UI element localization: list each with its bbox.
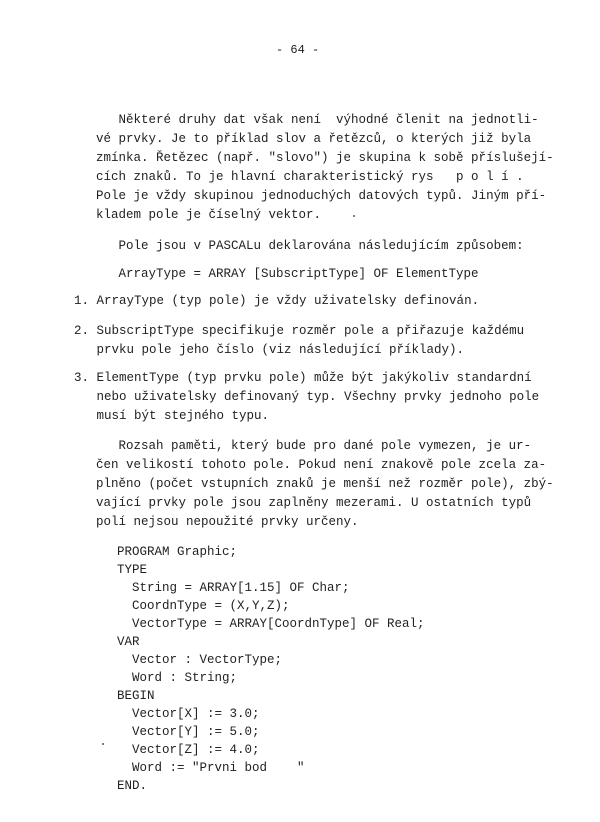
code-line-4: CoordnType = (X,Y,Z);: [117, 599, 290, 613]
code-line-8: Word : String;: [117, 671, 238, 685]
scan-speck: [102, 743, 104, 745]
code-line-5: VectorType = ARRAY[CoordnType] OF Real;: [117, 617, 425, 631]
paragraph1-line-4: cích znaků. To je hlavní charakteristický rys p o l í .: [96, 170, 524, 184]
code-line-1: PROGRAM Graphic;: [117, 545, 238, 559]
paragraph1-line-2: vé prvky. Je to příklad slov a řetězců, o kterých již byla: [96, 132, 532, 146]
paragraph1-line-6: kladem pole je číselný vektor.: [96, 208, 322, 222]
code-line-13: Word := "Prvni bod ": [117, 761, 305, 775]
paragraph1-line-5: Pole je vždy skupinou jednoduchých datových typů. Jiným pří-: [96, 189, 547, 203]
scan-speck: [353, 215, 355, 217]
paragraph1-line-3: zmínka. Řetězec (např. "slovo") je skupina k sobě příslušejí-: [96, 151, 554, 165]
paragraph2: Pole jsou v PASCALu deklarována následujícím způsobem:: [96, 239, 524, 253]
list-item-2-line-2: prvku pole jeho číslo (viz následující příklady).: [74, 343, 465, 357]
code-line-7: Vector : VectorType;: [117, 653, 283, 667]
list-item-3-line-2: nebo uživatelsky definovaný typ. Všechny prvky jednoho pole: [74, 390, 540, 404]
paragraph3-line-4: vající prvky pole jsou zaplněny mezerami. U ostatních typů: [96, 496, 532, 510]
code-line-3: String = ARRAY[1.15] OF Char;: [117, 581, 350, 595]
list-item-2-line-1: 2. SubscriptType specifikuje rozměr pole a přiřazuje každému: [74, 324, 525, 338]
list-item-3-line-1: 3. ElementType (typ prvku pole) může být jakýkoliv standardní: [74, 371, 532, 385]
code-line-2: TYPE: [117, 563, 148, 577]
code-line-9: BEGIN: [117, 689, 155, 703]
paragraph3-line-1: Rozsah paměti, který bude pro dané pole vymezen, je ur-: [96, 439, 532, 453]
page-number: - 64 -: [276, 43, 320, 57]
code-line-12: Vector[Z] := 4.0;: [117, 743, 260, 757]
list-item-3-line-3: musí být stejného typu.: [74, 409, 270, 423]
list-item-1: 1. ArrayType (typ pole) je vždy uživatelsky definován.: [74, 294, 480, 308]
paragraph1-line-1: Některé druhy dat však není výhodné členit na jednotli-: [96, 113, 539, 127]
paragraph3-line-5: polí nejsou nepoužité prvky určeny.: [96, 515, 359, 529]
code-line-6: VAR: [117, 635, 140, 649]
paragraph3-line-2: čen velikostí tohoto pole. Pokud není znakově pole zcela za-: [96, 458, 547, 472]
paragraph3-line-3: plněno (počet vstupních znaků je menší než rozměr pole), zbý-: [96, 477, 554, 491]
array-declaration: ArrayType = ARRAY [SubscriptType] OF ElementType: [96, 267, 479, 281]
code-line-10: Vector[X] := 3.0;: [117, 707, 260, 721]
code-line-11: Vector[Y] := 5.0;: [117, 725, 260, 739]
code-line-14: END.: [117, 779, 148, 793]
